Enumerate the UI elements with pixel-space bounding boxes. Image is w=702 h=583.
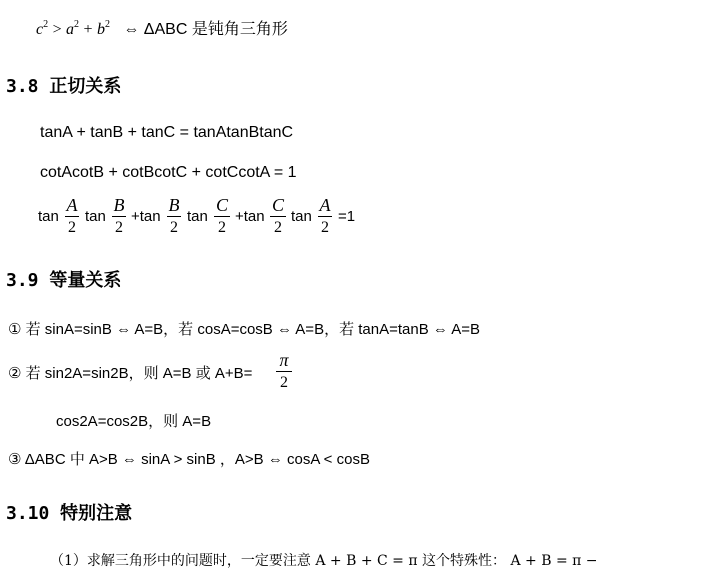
conclusion-text: ΔABC 是钝角三角形: [143, 21, 288, 38]
frac-B-2: B 2: [113, 195, 125, 236]
tan-word: tan: [38, 208, 59, 225]
frac-pi-2: π 2: [276, 350, 292, 393]
equality-item-3: ③ ΔABC 中 A>B ⇔ sinA > sinB ，A>B ⇔ cosA < cosB: [8, 451, 370, 468]
plus-sign: +: [83, 21, 93, 38]
plus-tan: +tan: [235, 208, 265, 225]
equals-one: =1: [338, 208, 356, 225]
tan-word: tan: [85, 208, 106, 225]
var-a: a: [66, 21, 75, 38]
note-item-1: （1）求解三角形中的问题时，一定要注意 A + B + C = π 这个特殊性： A + B = π −: [50, 553, 598, 569]
equality-item-1: ① 若 sinA=sinB ⇔ A=B，若 cosA=cosB ⇔ A=B，若 tanA=tanB ⇔ A=B: [8, 321, 480, 338]
frac-B-2b: B 2: [168, 195, 180, 236]
plus-tan: +tan: [131, 208, 161, 225]
tan-word: tan: [187, 208, 208, 225]
section-title-3-10: 3.10 特别注意: [6, 503, 133, 524]
exp: 2: [43, 19, 49, 30]
frac-A-2b: A 2: [319, 195, 331, 236]
frac-A-2: A 2: [66, 195, 78, 236]
section-title-3-8: 3.8 正切关系: [6, 76, 122, 97]
exp: 2: [104, 19, 110, 30]
obtuse-condition-line: [36, 16, 288, 39]
gt-sign: >: [52, 21, 62, 38]
var-c: c: [36, 21, 44, 38]
cot-sum-equation: cotAcotB + cotBcotC + cotCcotA = 1: [40, 164, 297, 181]
section-title-3-9: 3.9 等量关系: [6, 270, 122, 291]
equality-item-2b: cos2A=cos2B，则 A=B: [56, 413, 212, 430]
iff-symbol: ⇔: [123, 21, 140, 38]
tan-word: tan: [291, 208, 312, 225]
exp: 2: [74, 19, 80, 30]
tan-sum-equation: tanA + tanB + tanC = tanAtanBtanC: [40, 124, 294, 141]
equality-item-2: ② 若 sin2A=sin2B，则 A=B 或 A+B=: [8, 365, 253, 382]
frac-C-2b: C 2: [271, 195, 284, 236]
var-b: b: [96, 21, 105, 38]
frac-C-2: C 2: [215, 195, 228, 236]
